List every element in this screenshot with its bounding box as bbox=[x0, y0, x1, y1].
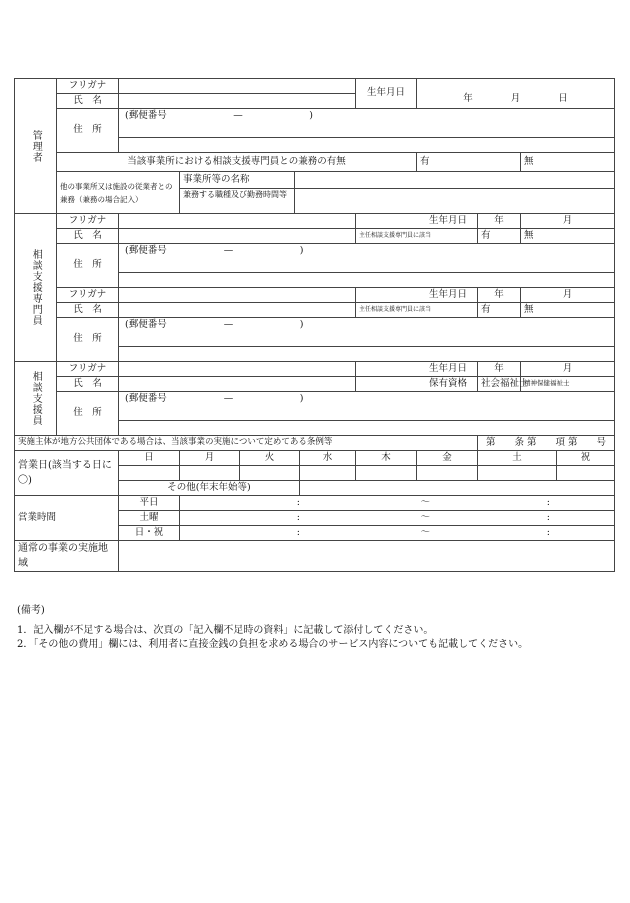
manager-birth-label: 生年月日 bbox=[356, 79, 417, 109]
day-check-wed[interactable] bbox=[300, 466, 356, 481]
day-header-mon: 月 bbox=[180, 451, 240, 466]
hours-saturday-field[interactable] bbox=[180, 511, 615, 526]
staff-address-line-2[interactable] bbox=[119, 421, 615, 436]
notes-title: (備考) bbox=[17, 605, 45, 616]
staff-name-field[interactable] bbox=[119, 377, 356, 392]
manager-concurrent-no[interactable]: 無 bbox=[521, 153, 615, 172]
staff-birth-label: 生年月日 bbox=[356, 362, 478, 377]
specialist2-furigana-field[interactable] bbox=[119, 288, 356, 303]
hours-holiday-label: 日・祝 bbox=[119, 526, 180, 541]
staff-furigana-label: フリガナ bbox=[57, 362, 119, 377]
manager-other-concurrent-label: 他の事業所又は施設の従業者との兼務（兼務の場合記入） bbox=[57, 172, 180, 214]
specialist2-name-label: 氏 名 bbox=[57, 303, 119, 318]
specialist1-name-label: 氏 名 bbox=[57, 229, 119, 244]
specialist1-chief-yes[interactable]: 有 bbox=[478, 229, 521, 244]
day-header-sun: 日 bbox=[119, 451, 180, 466]
specialist2-chief-label: 主任相談支援専門員に該当 bbox=[356, 303, 478, 318]
hours-saturday-end-colon: : bbox=[546, 511, 550, 523]
manager-name-label: 氏 名 bbox=[57, 94, 119, 109]
day-check-sat[interactable] bbox=[478, 466, 557, 481]
specialist1-birth-month[interactable]: 月 bbox=[521, 214, 615, 229]
ordinance-field[interactable]: 第 条 第 項 第 号 bbox=[478, 436, 615, 451]
manager-duty-field[interactable] bbox=[295, 189, 614, 213]
staff-qual-social-worker[interactable]: 社会福祉士 bbox=[478, 377, 521, 392]
specialist2-address-line-1[interactable] bbox=[119, 332, 615, 347]
manager-concurrent-yes[interactable]: 有 bbox=[417, 153, 521, 172]
staff-birth-year[interactable]: 年 bbox=[478, 362, 521, 377]
hours-weekday-end-colon: : bbox=[546, 496, 550, 508]
manager-postal-field[interactable]: (郵便番号 — ) bbox=[119, 109, 615, 124]
specialist1-chief-no[interactable]: 無 bbox=[521, 229, 615, 244]
staff-address-line-1[interactable] bbox=[119, 406, 615, 421]
specialist2-chief-yes[interactable]: 有 bbox=[478, 303, 521, 318]
staff-birth-month[interactable]: 月 bbox=[521, 362, 615, 377]
specialist2-birth-month[interactable]: 月 bbox=[521, 288, 615, 303]
specialist2-postal-field[interactable]: (郵便番号 — ) bbox=[119, 318, 615, 333]
specialist1-address-label: 住 所 bbox=[57, 244, 119, 288]
staff-name-label: 氏 名 bbox=[57, 377, 119, 392]
hours-saturday-start-colon: : bbox=[296, 511, 300, 523]
manager-name-field[interactable] bbox=[119, 94, 356, 109]
day-header-thu: 木 bbox=[356, 451, 417, 466]
manager-office-name-label: 事業所等の名称 bbox=[180, 172, 295, 188]
day-check-fri[interactable] bbox=[417, 466, 478, 481]
hours-holiday-end-colon: : bbox=[546, 526, 550, 538]
day-header-tue: 火 bbox=[240, 451, 300, 466]
manager-address-line-2[interactable] bbox=[119, 138, 615, 153]
hours-holiday-field[interactable] bbox=[180, 526, 615, 541]
specialist1-address-line-1[interactable] bbox=[119, 258, 615, 273]
day-check-thu[interactable] bbox=[356, 466, 417, 481]
specialist1-postal-field[interactable]: (郵便番号 — ) bbox=[119, 244, 615, 259]
day-header-hol: 祝 bbox=[557, 451, 615, 466]
manager-address-label: 住 所 bbox=[57, 109, 119, 153]
business-days-other-field[interactable] bbox=[300, 481, 615, 496]
hours-weekday-field[interactable] bbox=[180, 496, 615, 511]
manager-furigana-field[interactable] bbox=[119, 79, 356, 94]
manager-birth-field[interactable]: 年 月 日 bbox=[417, 79, 615, 109]
notes bbox=[17, 604, 617, 652]
specialist1-furigana-label: フリガナ bbox=[57, 214, 119, 229]
day-header-fri: 金 bbox=[417, 451, 478, 466]
day-check-hol[interactable] bbox=[557, 466, 615, 481]
specialist1-birth-label: 生年月日 bbox=[356, 214, 478, 229]
specialist1-chief-label: 主任相談支援専門員に該当 bbox=[356, 229, 478, 244]
staff-postal-field[interactable]: (郵便番号 — ) bbox=[119, 392, 615, 407]
staff-qual-mental-health-worker[interactable]: 精神保健福祉士 bbox=[521, 377, 615, 392]
manager-section-label: 管理者 bbox=[15, 79, 57, 214]
staff-furigana-field[interactable] bbox=[119, 362, 356, 377]
day-check-tue[interactable] bbox=[240, 466, 300, 481]
specialist2-birth-year[interactable]: 年 bbox=[478, 288, 521, 303]
specialist1-furigana-field[interactable] bbox=[119, 214, 356, 229]
ordinance-label: 実施主体が地方公共団体である場合は、当該事業の実施について定めてある条例等 bbox=[15, 436, 478, 451]
specialist2-birth-label: 生年月日 bbox=[356, 288, 478, 303]
manager-furigana-label: フリガナ bbox=[57, 79, 119, 94]
note-item-2: 2．「その他の費用」欄には、利用者に直接金銭の負担を求める場合のサービス内容についても記載してください。 bbox=[17, 639, 529, 650]
staff-qual-label: 保有資格 bbox=[356, 377, 478, 392]
specialist2-address-label: 住 所 bbox=[57, 318, 119, 362]
specialist1-name-field[interactable] bbox=[119, 229, 356, 244]
specialist1-birth-year[interactable]: 年 bbox=[478, 214, 521, 229]
note-item-1: 1．記入欄が不足する場合は、次頁の「記入欄不足時の資料」に記載して添付してください。 bbox=[17, 625, 434, 636]
day-check-mon[interactable] bbox=[180, 466, 240, 481]
day-header-wed: 水 bbox=[300, 451, 356, 466]
manager-address-line-1[interactable] bbox=[119, 123, 615, 138]
hours-weekday-start-colon: : bbox=[296, 496, 300, 508]
specialist2-name-field[interactable] bbox=[119, 303, 356, 318]
area-field[interactable] bbox=[119, 541, 615, 572]
hours-saturday-label: 土曜 bbox=[119, 511, 180, 526]
hours-label: 営業時間 bbox=[15, 496, 119, 541]
specialist2-furigana-label: フリガナ bbox=[57, 288, 119, 303]
hours-weekday-tilde: 〜 bbox=[420, 496, 430, 508]
staff-address-label: 住 所 bbox=[57, 392, 119, 436]
specialist-section-label: 相談支援専門員 bbox=[15, 214, 57, 362]
staff-section-label: 相談支援員 bbox=[15, 362, 57, 436]
manager-duty-label: 兼務する職種及び勤務時間等 bbox=[180, 189, 295, 213]
hours-holiday-tilde: 〜 bbox=[420, 526, 430, 538]
application-form bbox=[14, 78, 615, 572]
hours-weekday-label: 平日 bbox=[119, 496, 180, 511]
day-check-sun[interactable] bbox=[119, 466, 180, 481]
area-label: 通常の事業の実施地域 bbox=[15, 541, 119, 572]
specialist2-address-line-2[interactable] bbox=[119, 347, 615, 362]
manager-concurrent-question: 当該事業所における相談支援専門員との兼務の有無 bbox=[57, 153, 417, 172]
specialist1-address-line-2[interactable] bbox=[119, 273, 615, 288]
hours-saturday-tilde: 〜 bbox=[420, 511, 430, 523]
business-days-label: 営業日(該当する日に〇) bbox=[15, 451, 119, 496]
specialist2-chief-no[interactable]: 無 bbox=[521, 303, 615, 318]
hours-holiday-start-colon: : bbox=[296, 526, 300, 538]
day-header-sat: 土 bbox=[478, 451, 557, 466]
business-days-other-label: その他(年末年始等) bbox=[119, 481, 300, 496]
